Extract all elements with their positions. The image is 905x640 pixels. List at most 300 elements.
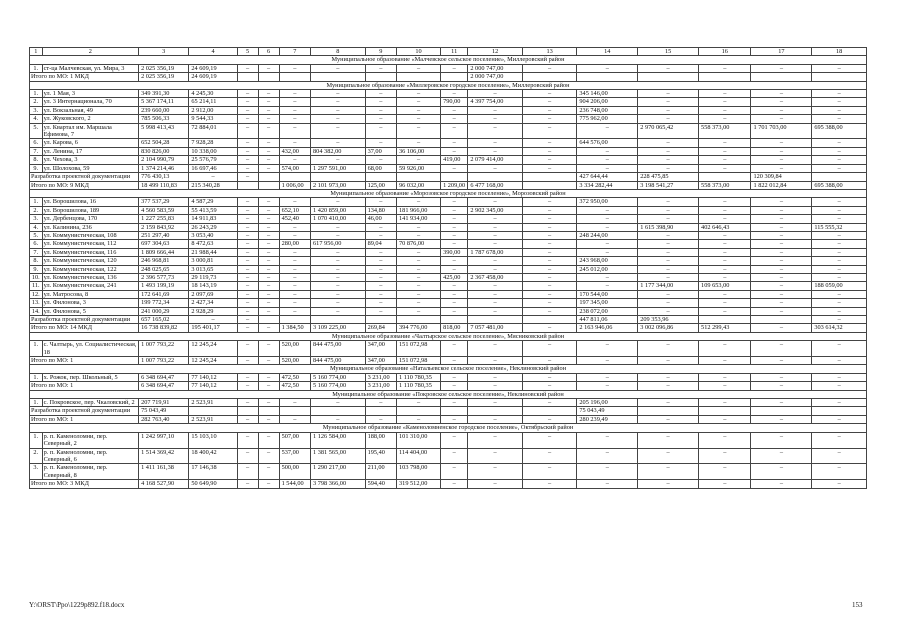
table-cell: – xyxy=(237,106,258,114)
table-cell: – xyxy=(751,106,812,114)
table-cell: – xyxy=(812,480,867,488)
address-cell: ул. Коммунистическая, 136 xyxy=(42,273,138,281)
table-cell: 5 998 413,43 xyxy=(139,123,189,139)
row-label: Разработка проектной документации xyxy=(30,316,139,324)
table-cell: – xyxy=(751,156,812,164)
row-index: 1. xyxy=(30,64,43,72)
table-cell: – xyxy=(522,206,577,214)
table-row xyxy=(30,432,867,448)
address-cell: р. п. Каменоломни, пер. Северный, 6 xyxy=(42,448,138,464)
table-cell: – xyxy=(237,341,258,357)
table-cell: – xyxy=(441,164,468,172)
table-cell: – xyxy=(279,307,310,315)
table-row xyxy=(30,373,867,381)
table-cell: – xyxy=(699,307,751,315)
table-cell: – xyxy=(397,399,441,407)
table-cell: 1 420 859,00 xyxy=(311,206,366,214)
table-cell: – xyxy=(365,90,396,98)
table-cell: 372 950,00 xyxy=(577,198,638,206)
table-cell: 776 430,13 xyxy=(139,173,189,181)
total-row xyxy=(30,382,867,390)
row-index: 13. xyxy=(30,299,43,307)
table-cell: – xyxy=(279,98,310,106)
row-index: 6. xyxy=(30,240,43,248)
table-cell: – xyxy=(751,382,812,390)
table-cell: – xyxy=(699,432,751,448)
table-cell: 2 928,29 xyxy=(189,307,237,315)
total-row xyxy=(30,415,867,423)
table-cell: – xyxy=(522,307,577,315)
table-cell: – xyxy=(279,106,310,114)
table-cell: – xyxy=(258,215,279,223)
table-cell: – xyxy=(812,215,867,223)
table-cell: 68,00 xyxy=(365,164,396,172)
table-cell: 89,04 xyxy=(365,240,396,248)
table-cell: – xyxy=(311,231,366,239)
table-cell: – xyxy=(441,480,468,488)
table-cell: – xyxy=(812,257,867,265)
table-cell xyxy=(577,73,638,81)
table-cell: – xyxy=(699,164,751,172)
table-cell: 241 000,29 xyxy=(139,307,189,315)
table-cell: 3 334 282,44 xyxy=(577,181,638,189)
footer-file-path: Y:\ORST\Ppo\1229p892.f18.docx xyxy=(29,601,125,609)
section-header-row xyxy=(30,56,867,64)
table-cell: 18 499 110,83 xyxy=(139,181,189,189)
table-cell: – xyxy=(468,90,523,98)
table-cell: – xyxy=(812,231,867,239)
table-cell: – xyxy=(311,248,366,256)
table-cell: 17 146,38 xyxy=(189,464,237,480)
address-cell: ул. Жуковского, 2 xyxy=(42,115,138,123)
table-cell: – xyxy=(237,64,258,72)
table-cell: 1 297 591,00 xyxy=(311,164,366,172)
table-cell: – xyxy=(577,156,638,164)
table-cell: – xyxy=(522,257,577,265)
table-cell: – xyxy=(751,240,812,248)
table-cell: – xyxy=(311,223,366,231)
table-cell: – xyxy=(397,98,441,106)
table-cell xyxy=(522,407,577,415)
table-cell: – xyxy=(258,139,279,147)
table-cell: – xyxy=(522,240,577,248)
table-cell: – xyxy=(699,382,751,390)
table-cell: – xyxy=(441,448,468,464)
table-cell: – xyxy=(441,64,468,72)
table-cell: – xyxy=(522,357,577,365)
table-cell: – xyxy=(751,399,812,407)
table-cell: – xyxy=(577,64,638,72)
table-cell: – xyxy=(365,64,396,72)
table-cell: 1 381 565,00 xyxy=(311,448,366,464)
design-docs-row xyxy=(30,316,867,324)
table-cell: – xyxy=(522,480,577,488)
table-cell: – xyxy=(279,273,310,281)
table-cell xyxy=(258,73,279,81)
table-cell: 3 013,65 xyxy=(189,265,237,273)
table-cell: – xyxy=(699,290,751,298)
table-cell: – xyxy=(279,282,310,290)
table-cell: 4 560 583,59 xyxy=(139,206,189,214)
table-cell: – xyxy=(237,223,258,231)
table-cell: – xyxy=(311,307,366,315)
table-cell: – xyxy=(751,299,812,307)
table-cell xyxy=(311,316,366,324)
data-table xyxy=(29,47,867,489)
table-cell: – xyxy=(365,273,396,281)
table-cell: – xyxy=(441,123,468,139)
column-number: 8 xyxy=(311,48,366,56)
table-cell: – xyxy=(812,299,867,307)
table-cell: 239 660,00 xyxy=(139,106,189,114)
table-cell: – xyxy=(522,156,577,164)
row-index: 1. xyxy=(30,399,43,407)
table-cell: – xyxy=(699,273,751,281)
table-cell: – xyxy=(258,156,279,164)
table-cell: – xyxy=(522,432,577,448)
table-cell: 172 641,69 xyxy=(139,290,189,298)
table-cell: – xyxy=(397,257,441,265)
address-cell: ул. Квартал им. Маршала Ефимова, 7 xyxy=(42,123,138,139)
address-cell: ул. 1 Мая, 3 xyxy=(42,90,138,98)
table-cell: – xyxy=(468,415,523,423)
table-cell: – xyxy=(468,240,523,248)
table-cell xyxy=(699,407,751,415)
table-cell: – xyxy=(522,98,577,106)
table-cell: – xyxy=(638,248,699,256)
table-row xyxy=(30,240,867,248)
table-cell: – xyxy=(279,257,310,265)
table-cell: 207 719,91 xyxy=(139,399,189,407)
table-cell: 4 245,30 xyxy=(189,90,237,98)
table-cell: – xyxy=(441,115,468,123)
table-cell: 101 310,00 xyxy=(397,432,441,448)
table-cell: – xyxy=(397,198,441,206)
table-cell xyxy=(279,407,310,415)
table-cell: – xyxy=(365,223,396,231)
section-header-row xyxy=(30,332,867,340)
table-cell: – xyxy=(522,64,577,72)
table-cell: – xyxy=(812,415,867,423)
table-cell: – xyxy=(237,265,258,273)
table-cell xyxy=(279,316,310,324)
address-cell: с. Чалтырь, ул. Социалистическая, 18 xyxy=(42,341,138,357)
table-cell: 432,00 xyxy=(279,147,310,155)
table-cell: – xyxy=(279,123,310,139)
table-cell: – xyxy=(258,164,279,172)
table-cell: 1 290 217,00 xyxy=(311,464,366,480)
table-cell: – xyxy=(638,106,699,114)
table-cell: 209 353,96 xyxy=(638,316,699,324)
design-docs-row xyxy=(30,407,867,415)
table-cell: – xyxy=(812,106,867,114)
table-cell: – xyxy=(397,90,441,98)
table-cell: 1 822 012,84 xyxy=(751,181,812,189)
table-cell: – xyxy=(365,231,396,239)
table-cell: – xyxy=(237,240,258,248)
table-cell: 500,00 xyxy=(279,464,310,480)
table-cell xyxy=(441,73,468,81)
table-cell: 151 072,98 xyxy=(397,357,441,365)
table-cell: 617 956,00 xyxy=(311,240,366,248)
table-cell: 115 555,32 xyxy=(812,223,867,231)
table-cell: – xyxy=(311,299,366,307)
table-cell: – xyxy=(638,432,699,448)
table-cell: – xyxy=(397,123,441,139)
column-number: 9 xyxy=(365,48,396,56)
table-cell: – xyxy=(365,307,396,315)
table-cell: – xyxy=(468,106,523,114)
table-cell xyxy=(522,173,577,181)
table-row xyxy=(30,139,867,147)
column-number: 15 xyxy=(638,48,699,56)
table-cell: 195 401,17 xyxy=(189,324,237,332)
table-cell: 390,00 xyxy=(441,248,468,256)
table-cell: 12 245,24 xyxy=(189,341,237,357)
table-cell: – xyxy=(441,257,468,265)
table-cell: 199 772,34 xyxy=(139,299,189,307)
table-cell: – xyxy=(397,231,441,239)
table-cell: – xyxy=(751,198,812,206)
table-cell: – xyxy=(638,290,699,298)
table-cell: – xyxy=(522,448,577,464)
row-index: 3. xyxy=(30,464,43,480)
table-cell: – xyxy=(468,341,523,357)
table-cell: – xyxy=(812,448,867,464)
address-cell: ул. Филонова, 5 xyxy=(42,307,138,315)
column-number: 3 xyxy=(139,48,189,56)
table-cell: – xyxy=(638,265,699,273)
table-cell: – xyxy=(441,341,468,357)
table-cell: 652,10 xyxy=(279,206,310,214)
table-cell: – xyxy=(311,139,366,147)
table-cell: – xyxy=(311,257,366,265)
table-cell: – xyxy=(397,106,441,114)
table-cell: – xyxy=(751,290,812,298)
table-cell: – xyxy=(258,399,279,407)
table-cell: 151 072,98 xyxy=(397,341,441,357)
table-cell: – xyxy=(311,282,366,290)
table-cell: – xyxy=(258,432,279,448)
table-cell: – xyxy=(311,123,366,139)
column-number: 17 xyxy=(751,48,812,56)
row-index: 2. xyxy=(30,98,43,106)
table-cell: 394 776,00 xyxy=(397,324,441,332)
table-cell: 238 072,00 xyxy=(577,307,638,315)
table-cell: – xyxy=(522,231,577,239)
table-cell xyxy=(699,316,751,324)
column-number: 12 xyxy=(468,48,523,56)
section-title: Муниципальное образование «Малчевское сельское поселение», Миллеровский район xyxy=(30,56,867,64)
page-number: 153 xyxy=(852,601,863,609)
table-cell: 1 701 703,00 xyxy=(751,123,812,139)
table-cell: – xyxy=(812,316,867,324)
table-cell: – xyxy=(237,147,258,155)
column-number: 5 xyxy=(237,48,258,56)
table-cell xyxy=(279,73,310,81)
table-cell: – xyxy=(577,206,638,214)
table-cell: – xyxy=(441,215,468,223)
table-cell: 3 053,40 xyxy=(189,231,237,239)
section-header-row xyxy=(30,81,867,89)
table-cell: – xyxy=(397,248,441,256)
table-cell: 775 962,00 xyxy=(577,115,638,123)
table-cell: 447 811,06 xyxy=(577,316,638,324)
table-cell: – xyxy=(522,198,577,206)
table-cell: 5 367 174,11 xyxy=(139,98,189,106)
table-cell: – xyxy=(468,432,523,448)
table-cell xyxy=(397,73,441,81)
column-number: 11 xyxy=(441,48,468,56)
table-cell: – xyxy=(258,273,279,281)
table-cell: – xyxy=(237,257,258,265)
table-cell: 844 475,00 xyxy=(311,341,366,357)
table-cell: 6 348 694,47 xyxy=(139,373,189,381)
table-cell: 72 884,01 xyxy=(189,123,237,139)
column-number: 18 xyxy=(812,48,867,56)
table-cell: – xyxy=(441,307,468,315)
table-row xyxy=(30,282,867,290)
table-cell: 830 826,00 xyxy=(139,147,189,155)
table-cell: – xyxy=(311,156,366,164)
row-index: 2. xyxy=(30,448,43,464)
table-cell: – xyxy=(638,64,699,72)
table-cell: – xyxy=(522,123,577,139)
table-cell: 3 231,00 xyxy=(365,382,396,390)
table-cell xyxy=(468,316,523,324)
table-cell: 1 227 255,83 xyxy=(139,215,189,223)
table-row xyxy=(30,464,867,480)
row-index: 4. xyxy=(30,223,43,231)
table-cell: 520,00 xyxy=(279,341,310,357)
table-cell: – xyxy=(279,64,310,72)
table-cell xyxy=(311,407,366,415)
address-cell: ул. Ворошилова, 16 xyxy=(42,198,138,206)
table-cell xyxy=(279,173,310,181)
table-cell: – xyxy=(468,357,523,365)
table-cell: – xyxy=(812,206,867,214)
table-cell: 3 231,00 xyxy=(365,373,396,381)
table-cell: 2 025 356,19 xyxy=(139,73,189,81)
section-header-row xyxy=(30,424,867,432)
table-cell: 1 110 780,35 xyxy=(397,373,441,381)
table-cell: – xyxy=(441,223,468,231)
table-row xyxy=(30,90,867,98)
table-cell: – xyxy=(751,147,812,155)
table-cell: 904 206,00 xyxy=(577,98,638,106)
table-cell: – xyxy=(468,215,523,223)
table-cell: – xyxy=(258,324,279,332)
total-row xyxy=(30,324,867,332)
table-cell: – xyxy=(699,464,751,480)
table-cell: – xyxy=(751,341,812,357)
table-cell: – xyxy=(397,273,441,281)
table-cell: 1 110 780,35 xyxy=(397,382,441,390)
table-cell: 347,00 xyxy=(365,357,396,365)
table-cell: – xyxy=(258,98,279,106)
table-cell: – xyxy=(751,248,812,256)
table-cell: 2 912,00 xyxy=(189,106,237,114)
row-label: Итого по МО: 1 xyxy=(30,357,139,365)
table-cell: 558 373,00 xyxy=(699,123,751,139)
table-cell: – xyxy=(468,164,523,172)
table-cell: – xyxy=(365,106,396,114)
table-cell: – xyxy=(522,324,577,332)
table-cell xyxy=(699,73,751,81)
table-cell: 537,00 xyxy=(279,448,310,464)
table-cell: – xyxy=(397,223,441,231)
table-cell: – xyxy=(279,115,310,123)
table-cell: – xyxy=(365,123,396,139)
table-cell: – xyxy=(577,282,638,290)
table-cell: 9 544,33 xyxy=(189,115,237,123)
table-cell: – xyxy=(699,357,751,365)
table-cell: 303 614,32 xyxy=(812,324,867,332)
column-number: 2 xyxy=(42,48,138,56)
section-title: Муниципальное образование «Каменоломненское городское поселение», Октябрьский район xyxy=(30,424,867,432)
table-cell: – xyxy=(468,307,523,315)
table-cell: – xyxy=(258,198,279,206)
table-row xyxy=(30,115,867,123)
address-cell: ул. Коммунистическая, 241 xyxy=(42,282,138,290)
table-cell: – xyxy=(237,399,258,407)
table-cell: – xyxy=(279,198,310,206)
table-cell: 248 025,65 xyxy=(139,265,189,273)
table-cell: – xyxy=(258,106,279,114)
table-cell: 2 902 345,00 xyxy=(468,206,523,214)
table-cell: – xyxy=(638,464,699,480)
table-cell: 804 382,00 xyxy=(311,147,366,155)
table-cell xyxy=(751,316,812,324)
table-cell: – xyxy=(812,240,867,248)
table-cell: – xyxy=(577,464,638,480)
table-cell: – xyxy=(365,265,396,273)
table-cell: – xyxy=(365,399,396,407)
table-cell: 8 472,63 xyxy=(189,240,237,248)
table-cell: 197 345,00 xyxy=(577,299,638,307)
table-cell: 2 396 577,73 xyxy=(139,273,189,281)
table-cell: 4 397 754,00 xyxy=(468,98,523,106)
address-cell: ул. Шолохова, 59 xyxy=(42,164,138,172)
table-cell: – xyxy=(365,257,396,265)
address-cell: ул. Коммунистическая, 112 xyxy=(42,240,138,248)
table-cell: – xyxy=(258,307,279,315)
table-cell: – xyxy=(365,290,396,298)
table-cell: – xyxy=(522,215,577,223)
table-cell: 188 059,00 xyxy=(812,282,867,290)
table-cell: 75 043,49 xyxy=(139,407,189,415)
column-number: 7 xyxy=(279,48,310,56)
table-cell: – xyxy=(812,357,867,365)
section-title: Муниципальное образование «Миллеровское городское поселение», Миллеровский район xyxy=(30,81,867,89)
section-title: Муниципальное образование «Натальевское сельское поселение», Неклиновский район xyxy=(30,365,867,373)
table-cell: – xyxy=(522,147,577,155)
table-cell: 1 070 410,00 xyxy=(311,215,366,223)
table-cell: 4 168 527,90 xyxy=(139,480,189,488)
table-cell: – xyxy=(577,357,638,365)
table-cell xyxy=(812,407,867,415)
table-cell: – xyxy=(441,373,468,381)
row-index: 1. xyxy=(30,90,43,98)
table-cell: – xyxy=(258,464,279,480)
table-cell: – xyxy=(638,156,699,164)
table-row xyxy=(30,198,867,206)
table-cell: – xyxy=(441,290,468,298)
table-cell: – xyxy=(638,373,699,381)
table-cell: – xyxy=(441,106,468,114)
table-cell: 377 537,29 xyxy=(139,198,189,206)
table-cell: – xyxy=(237,382,258,390)
